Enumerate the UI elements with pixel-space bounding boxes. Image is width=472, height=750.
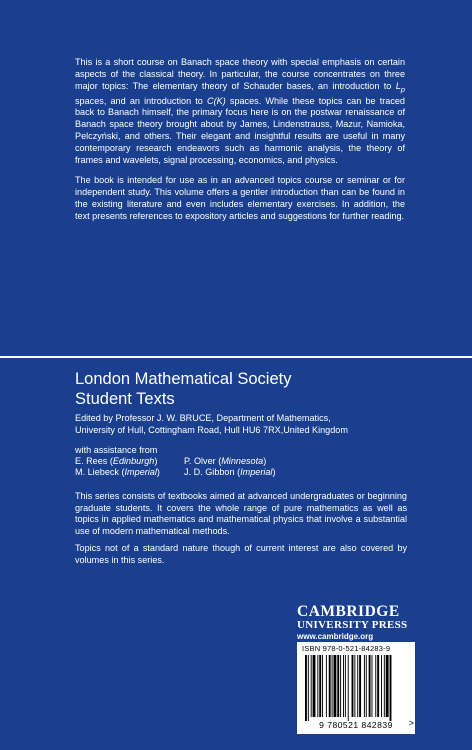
barcode-bar: [348, 655, 349, 721]
assistant-name: E. Rees (Edinburgh): [75, 456, 158, 467]
series-title-line-1: London Mathematical Society: [75, 370, 292, 388]
back-cover-blurb: [75, 57, 405, 231]
publisher-name-2: UNIVERSITY PRESS: [297, 619, 408, 631]
barcode-bar: [305, 655, 307, 721]
series-description-2: Topics not of a standard nature though of current interest are also covered by volumes in this series.: [75, 543, 407, 565]
barcode-bar: [390, 655, 392, 721]
assist-header: with assistance from: [75, 445, 158, 455]
barcode-bar: [340, 655, 341, 717]
barcode-bar: [311, 655, 312, 717]
barcode-bar: [369, 655, 371, 717]
barcode-bar: [375, 655, 376, 717]
barcode-digits: 9 780521 842839: [319, 720, 393, 730]
publisher-url[interactable]: www.cambridge.org: [297, 632, 374, 641]
barcode-bar: [313, 655, 316, 717]
blurb-paragraph-2: The book is intended for use as in an advanced topics course or seminar or for independent study. This volume offers a gentler introduction than can be found in the existing literature and even includes elementary exercises. In addition, the text presents references to expository articles and suggestions for further reading.: [75, 174, 405, 221]
series-title: [75, 369, 435, 409]
editorial-assistants: [75, 445, 415, 479]
barcode-bar: [322, 655, 323, 717]
series-title-line-2: Student Texts: [75, 390, 175, 408]
barcode-bar: [381, 655, 382, 717]
barcode-bar: [308, 655, 309, 721]
series-description: [75, 491, 407, 573]
barcode: [297, 642, 415, 734]
barcode-bar: [364, 655, 365, 717]
assistant-name: J. D. Gibbon (Imperial): [184, 467, 276, 478]
assistant-name: M. Liebeck (Imperial): [75, 467, 160, 478]
barcode-bar: [386, 655, 389, 717]
barcode-bar: [343, 655, 344, 717]
assistant-name: P. Olver (Minnesota): [184, 456, 267, 467]
series-description-1: This series consists of textbooks aimed at advanced undergraduates or beginning graduate students. It covers the whole range of pure mathematics as well as topics in applied mathematics and mathematical physics that involve a substantial use of modern mathematical methods.: [75, 491, 407, 536]
barcode-bar: [366, 655, 367, 717]
barcode-bar: [345, 655, 346, 717]
barcode-bar: [372, 655, 373, 717]
barcode-bar: [334, 655, 337, 717]
publisher-name-1: CAMBRIDGE: [297, 603, 400, 620]
divider-rule: [0, 356, 472, 358]
publisher-logo: [297, 604, 417, 642]
blurb-paragraph-1: This is a short course on Banach space theory with special emphasis on certain aspects of the classical theory. In particular, the course concentrates on three major topics: The elementary theory of Schauder bases, an introduction to $L_p$ spaces, and an introduction to C(K) spaces. While these topics can be traced back to Banach himself, the primary focus here is on the postwar renaissance of Banach space theory brought about by James, Lindenstrauss, Mazur, Namioka, Pelczyński, and others. Their elegant and insightful results are useful in many contemporary research endeavors such as harmonic analysis, the theory of frames and wavelets, signal processing, economics, and physics.: [75, 57, 405, 166]
barcode-quiet-zone-marker: >: [408, 718, 414, 728]
barcode-bar: [377, 655, 379, 717]
isbn-text: ISBN 978-0-521-84283-9: [302, 644, 391, 653]
barcode-bar: [384, 655, 385, 717]
series-editor: Edited by Professor J. W. BRUCE, Department of Mathematics, University of Hull, Cottingham Road, Hull HU6 7RX,United Kingdom: [75, 413, 348, 435]
barcode-bar: [357, 655, 358, 717]
barcode-bar: [319, 655, 321, 717]
barcode-bar: [332, 655, 333, 717]
barcode-bar: [317, 655, 318, 717]
barcode-bar: [329, 655, 331, 717]
barcode-bar: [352, 655, 354, 717]
barcode-bar: [354, 655, 355, 717]
barcode-bar: [326, 655, 327, 717]
barcode-bar: [359, 655, 361, 717]
barcode-bar: [337, 655, 339, 717]
